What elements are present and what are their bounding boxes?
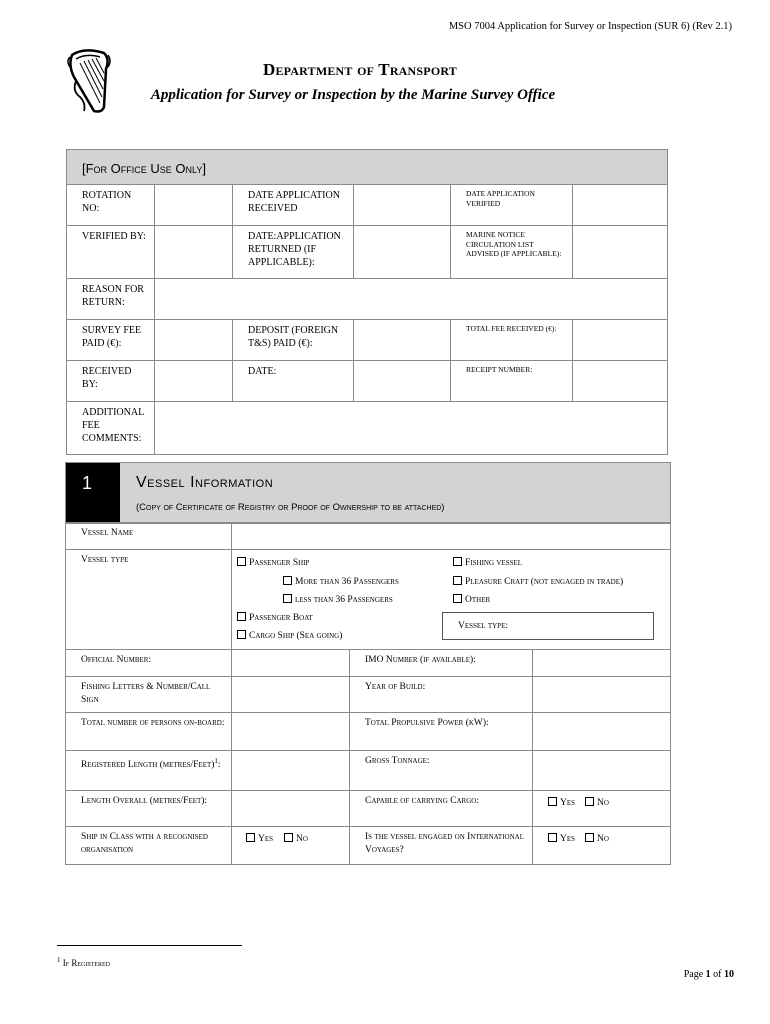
date-received-field[interactable] — [354, 185, 451, 226]
section-number: 1 — [66, 463, 120, 523]
checkbox-icon[interactable] — [237, 630, 246, 639]
imo-number-label: IMO Number (if available): — [350, 650, 533, 677]
checkbox-icon[interactable] — [453, 594, 462, 603]
form-reference: MSO 7004 Application for Survey or Inspection (SUR 6) (Rev 2.1) — [448, 21, 732, 32]
office-use-table — [66, 149, 668, 455]
checkbox-icon[interactable] — [237, 612, 246, 621]
checkbox-icon[interactable] — [585, 833, 594, 842]
total-power-field[interactable] — [533, 713, 671, 751]
section-1-header — [65, 462, 671, 524]
year-build-label: Year of Build: — [350, 677, 533, 713]
total-persons-field[interactable] — [232, 713, 350, 751]
gross-tonnage-field[interactable] — [533, 751, 671, 791]
date-verified-field[interactable] — [573, 185, 668, 226]
class-yes-option[interactable]: Yes — [246, 833, 273, 844]
section-title: Vessel Information — [136, 474, 274, 491]
survey-fee-label: SURVEY FEE PAID (€): — [67, 320, 155, 361]
year-build-field[interactable] — [533, 677, 671, 713]
gross-tonnage-label: Gross Tonnage: — [350, 751, 533, 791]
carrying-cargo-label: Capable of carrying Cargo: — [350, 791, 533, 827]
date-returned-label: DATE:APPLICATION RETURNED (IF APPLICABLE): — [233, 226, 354, 279]
checkbox-icon[interactable] — [585, 797, 594, 806]
intl-no-option[interactable]: No — [585, 833, 609, 844]
date-received-label: DATE APPLICATION RECEIVED — [233, 185, 354, 226]
checkbox-icon[interactable] — [453, 576, 462, 585]
class-no-option[interactable]: No — [284, 833, 308, 844]
reason-return-field[interactable] — [155, 279, 668, 320]
total-fee-field[interactable] — [573, 320, 668, 361]
date-field[interactable] — [354, 361, 451, 402]
deposit-label: DEPOSIT (FOREIGN T&S) PAID (€): — [233, 320, 354, 361]
checkbox-icon[interactable] — [237, 557, 246, 566]
total-power-label: Total Propulsive Power (kW): — [350, 713, 533, 751]
date-verified-label: DATE APPLICATION VERIFIED — [451, 185, 573, 226]
intl-yes-option[interactable]: Yes — [548, 833, 575, 844]
vessel-type-other-field[interactable]: Vessel type: — [442, 612, 654, 640]
length-overall-field[interactable] — [232, 791, 350, 827]
section-subtitle: (Copy of Certificate of Registry or Proof of Ownership to be attached) — [136, 502, 445, 513]
vessel-name-field[interactable] — [232, 523, 671, 550]
checkbox-icon[interactable] — [548, 833, 557, 842]
checkbox-icon[interactable] — [453, 557, 462, 566]
more-than-36-option[interactable]: More than 36 Passengers — [283, 576, 399, 587]
international-voyages-label: Is the vessel engaged on International Voyages? — [350, 827, 533, 865]
received-by-field[interactable] — [155, 361, 233, 402]
rotation-no-label: ROTATION NO: — [67, 185, 155, 226]
checkbox-icon[interactable] — [284, 833, 293, 842]
length-overall-label: Length Overall (metres/Feet): — [66, 791, 232, 827]
marine-notice-field[interactable] — [573, 226, 668, 279]
survey-fee-field[interactable] — [155, 320, 233, 361]
cargo-yes-option[interactable]: Yes — [548, 797, 575, 808]
pleasure-craft-option[interactable]: Pleasure Craft (not engaged in trade) — [453, 576, 623, 587]
harp-emblem-icon — [64, 47, 112, 117]
official-number-label: Official Number: — [66, 650, 232, 677]
total-fee-label: TOTAL FEE RECEIVED (€): — [451, 320, 573, 361]
passenger-boat-option[interactable]: Passenger Boat — [237, 612, 313, 623]
received-by-label: RECEIVED BY: — [67, 361, 155, 402]
checkbox-icon[interactable] — [283, 594, 292, 603]
form-subtitle: Application for Survey or Inspection by the Marine Survey Office — [150, 87, 556, 103]
page-number: Page 1 of 10 — [683, 969, 734, 980]
ship-in-class-label: Ship in Class with a recognised organisation — [66, 827, 232, 865]
reason-return-label: REASON FOR RETURN: — [67, 279, 155, 320]
cargo-ship-option[interactable]: Cargo Ship (Sea going) — [237, 630, 342, 641]
rotation-no-field[interactable] — [155, 185, 233, 226]
checkbox-icon[interactable] — [548, 797, 557, 806]
vessel-type-label: Vessel type — [66, 550, 232, 650]
passenger-ship-option[interactable]: Passenger Ship — [237, 557, 309, 568]
registered-length-label: Registered Length (metres/Feet)$^1$: — [66, 751, 232, 791]
department-title: Department of Transport — [262, 60, 457, 79]
fishing-letters-label: Fishing Letters & Number/Call Sign — [66, 677, 232, 713]
vessel-name-label: Vessel Name — [66, 523, 232, 550]
additional-comments-field[interactable] — [155, 402, 668, 455]
total-persons-label: Total number of persons on-board: — [66, 713, 232, 751]
marine-notice-label: MARINE NOTICE CIRCULATION LIST ADVISED (IF APPLICABLE): — [451, 226, 573, 279]
less-than-36-option[interactable]: less than 36 Passengers — [283, 594, 393, 605]
carrying-cargo-options — [533, 791, 671, 827]
verified-by-field[interactable] — [155, 226, 233, 279]
date-returned-field[interactable] — [354, 226, 451, 279]
additional-comments-label: ADDITIONAL FEE COMMENTS: — [67, 402, 155, 455]
receipt-number-label: RECEIPT NUMBER: — [451, 361, 573, 402]
date-label: DATE: — [233, 361, 354, 402]
registered-length-field[interactable] — [232, 751, 350, 791]
imo-number-field[interactable] — [533, 650, 671, 677]
checkbox-icon[interactable] — [283, 576, 292, 585]
other-option[interactable]: Other — [453, 594, 490, 605]
footnote: $^1$ If Registered — [57, 956, 110, 968]
footnote-divider — [57, 945, 242, 946]
vessel-info-table — [65, 522, 671, 865]
cargo-no-option[interactable]: No — [585, 797, 609, 808]
office-use-banner: [For Office Use Only] — [67, 150, 668, 185]
official-number-field[interactable] — [232, 650, 350, 677]
fishing-vessel-option[interactable]: Fishing vessel — [453, 557, 522, 568]
deposit-field[interactable] — [354, 320, 451, 361]
receipt-number-field[interactable] — [573, 361, 668, 402]
fishing-letters-field[interactable] — [232, 677, 350, 713]
checkbox-icon[interactable] — [246, 833, 255, 842]
verified-by-label: VERIFIED BY: — [67, 226, 155, 279]
